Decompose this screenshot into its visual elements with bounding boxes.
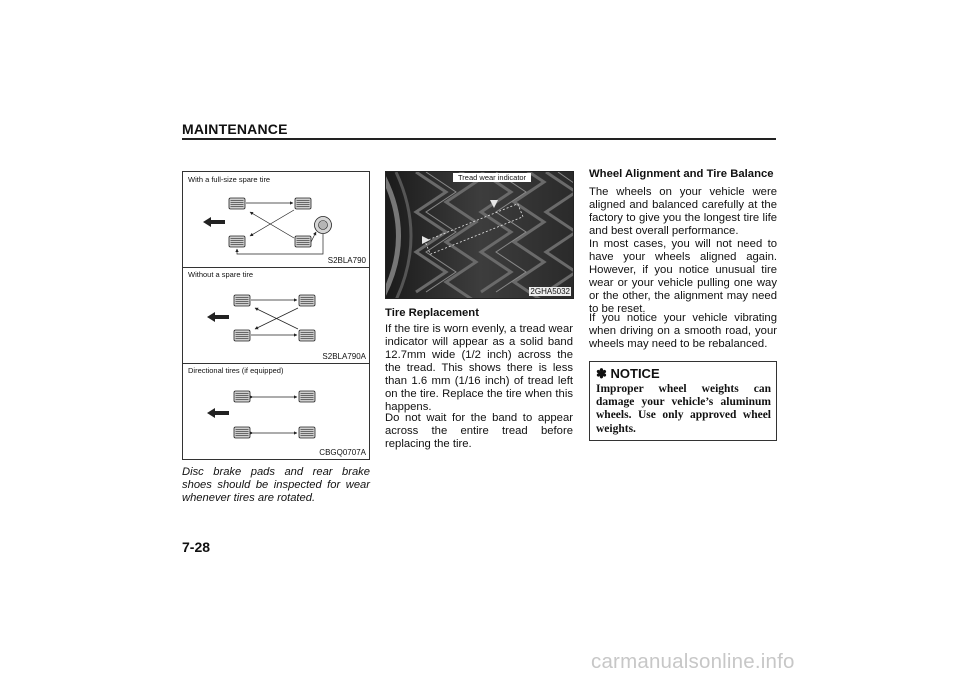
tire-front-right — [234, 427, 250, 438]
panel-label: Without a spare tire — [188, 270, 254, 279]
wheel-alignment-paragraph: In most cases, you will not need to have your wheels aligned again. However, if you notice unusual tire wear or your vehicle pulling one way or the other, the alignment may need to be reset. — [589, 238, 777, 315]
tire-rear-right — [299, 427, 315, 438]
notice-title: ✽ NOTICE — [596, 366, 660, 381]
header-rule — [182, 138, 776, 140]
tire-rear-right — [299, 330, 315, 341]
section-title: MAINTENANCE — [182, 121, 288, 137]
tire-front-left — [229, 198, 245, 209]
wheel-alignment-paragraph: If you notice your vehicle vibrating when driving on a smooth road, your wheels may need to be rebalanced. — [589, 312, 777, 350]
tread-wear-label: Tread wear indicator — [453, 173, 531, 182]
tire-replacement-paragraph: Do not wait for the band to appear across the entire tread before replacing the tire. — [385, 412, 573, 450]
tire-rear-right — [295, 236, 311, 247]
panel-no-spare — [183, 267, 369, 364]
panel-directional — [183, 363, 369, 459]
wheel-alignment-heading: Wheel Alignment and Tire Balance — [589, 168, 774, 180]
tire-replacement-heading: Tire Replacement — [385, 307, 479, 319]
direction-arrow — [207, 312, 229, 322]
panel-label: With a full-size spare tire — [188, 175, 271, 184]
tire-rear-left — [299, 391, 315, 402]
watermark: carmanualsonline.info — [591, 650, 795, 673]
direction-arrow — [203, 217, 225, 227]
tire-rear-left — [299, 295, 315, 306]
tread-wear-photo — [385, 171, 574, 299]
figure-code: 2GHA5032 — [530, 287, 570, 296]
figure-caption: Disc brake pads and rear brake shoes should be inspected for wear whenever tires are rotated. — [182, 466, 370, 504]
tire-rear-left — [295, 198, 311, 209]
rotation-diagram-full-spare — [183, 172, 369, 267]
figure-code: S2BLA790 — [327, 256, 366, 265]
panel-label: Directional tires (if equipped) — [188, 366, 284, 375]
tire-replacement-paragraph: If the tire is worn evenly, a tread wear indicator will appear as a solid band 12.7mm wide (1/2 inch) across the the tread. This shows there is less than 1.6 mm (1/16 inch) of tread left on the tire. Replace the tire when this happens. — [385, 323, 573, 413]
tire-front-right — [229, 236, 245, 247]
rotation-diagram-no-spare — [183, 267, 369, 363]
direction-arrow — [207, 408, 229, 418]
figure-code: CBGQ0707A — [319, 448, 366, 457]
rotation-diagrams — [182, 171, 370, 460]
figure-code: S2BLA790A — [322, 352, 366, 361]
rotation-diagram-directional — [183, 363, 369, 459]
tire-tread-illustration — [386, 172, 574, 299]
panel-full-size-spare — [183, 172, 369, 268]
tire-front-right — [234, 330, 250, 341]
notice-text: Improper wheel weights can damage your vehicle’s aluminum wheels. Use only approved wheel weights. — [596, 383, 771, 435]
page-number: 7-28 — [182, 539, 211, 555]
tire-front-left — [234, 391, 250, 402]
notice-box — [589, 361, 777, 441]
wheel-alignment-paragraph: The wheels on your vehicle were aligned and balanced carefully at the factory to give you the longest tire life and best overall performance. — [589, 186, 777, 237]
tire-front-left — [234, 295, 250, 306]
